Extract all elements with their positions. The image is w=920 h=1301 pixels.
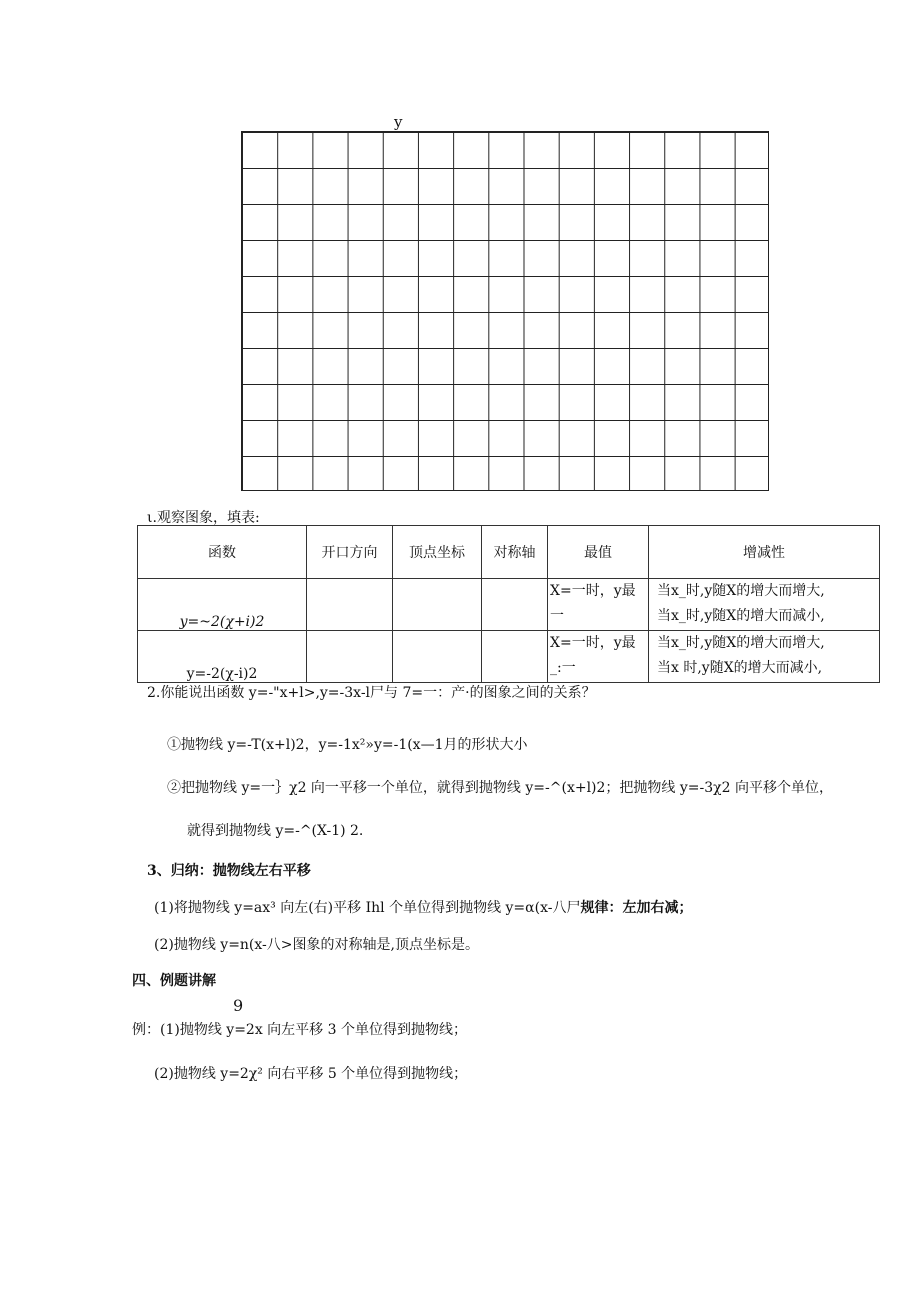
table-header-row xyxy=(138,526,880,579)
extreme-line: _:一 xyxy=(550,660,576,676)
header-cell: 对称轴 xyxy=(482,526,548,579)
table-row xyxy=(138,631,880,683)
monotonicity-cell xyxy=(649,631,880,683)
q2-title: 2.你能说出函数 y=-"x+l>,y=-3x-l尸与 7=一：产·的图象之间的关系？ xyxy=(147,685,596,701)
function-cell: y=-2(χ-i)2 xyxy=(138,631,307,683)
header-cell: 顶点坐标 xyxy=(393,526,482,579)
q1-title: ι.观察图象，填表: xyxy=(147,510,260,526)
extreme-value-cell xyxy=(548,631,649,683)
header-cell: 开口方向 xyxy=(307,526,393,579)
q3-item-2: (2)抛物线 y=n(x-八>图象的对称轴是,顶点坐标是。 xyxy=(154,937,479,953)
rule-text: (1)将抛物线 y=ax³ 向左(右)平移 Ihl 个单位得到抛物线 y=α(x-八尸 xyxy=(154,900,581,916)
q2-item-2-cont: 就得到抛物线 y=-^(X-1) 2. xyxy=(187,823,364,839)
monotonicity-line: 当x_时,y随X的增大而增大, xyxy=(657,583,825,599)
q3-title: 3、归纳：抛物线左右平移 xyxy=(147,863,311,879)
header-cell: 函数 xyxy=(138,526,307,579)
grid-y-axis-label: y xyxy=(394,113,403,131)
q3-item-1 xyxy=(154,897,692,917)
example-1: 例：(1)抛物线 y=2x 向左平移 3 个单位得到抛物线； xyxy=(132,1022,467,1038)
opening-direction-cell[interactable] xyxy=(307,579,393,631)
example-2: (2)抛物线 y=2χ² 向右平移 5 个单位得到抛物线； xyxy=(154,1066,468,1082)
axis-cell[interactable] xyxy=(482,631,548,683)
extreme-line: X=一时，y最 xyxy=(550,635,636,651)
monotonicity-line: 当x_时,y随X的增大而增大, xyxy=(657,635,825,651)
fill-in-table xyxy=(137,525,880,683)
q2-item-1: ①抛物线 y=-T(x+l)2，y=-1x²»y=-1(x—1月的形状大小 xyxy=(167,737,528,753)
monotonicity-line: 当x 时,y随X的增大而减小, xyxy=(657,660,823,676)
vertex-cell[interactable] xyxy=(393,579,482,631)
opening-direction-cell[interactable] xyxy=(307,631,393,683)
section-4-title: 四、例题讲解 xyxy=(132,973,216,989)
extreme-value-cell xyxy=(548,579,649,631)
monotonicity-cell xyxy=(649,579,880,631)
monotonicity-line: 当x_时,y随X的增大而减小, xyxy=(657,608,825,624)
extreme-line: 一 xyxy=(550,608,564,624)
q2-item-2: ②把抛物线 y=一｝χ2 向一平移一个单位，就得到抛物线 y=-^(x+l)2；把抛物线 y=-3χ2 向平移个单位， xyxy=(167,780,833,796)
header-cell: 最值 xyxy=(548,526,649,579)
axis-cell[interactable] xyxy=(482,579,548,631)
function-cell: y=~2(χ+i)2 xyxy=(138,579,307,631)
vertex-cell[interactable] xyxy=(393,631,482,683)
table-row xyxy=(138,579,880,631)
coordinate-grid xyxy=(241,131,769,491)
example-superscript: 9 xyxy=(233,996,244,1015)
extreme-line: X=一时，y最 xyxy=(550,583,636,599)
rule-bold: 规律：左加右减； xyxy=(580,900,693,916)
header-cell: 增减性 xyxy=(649,526,880,579)
